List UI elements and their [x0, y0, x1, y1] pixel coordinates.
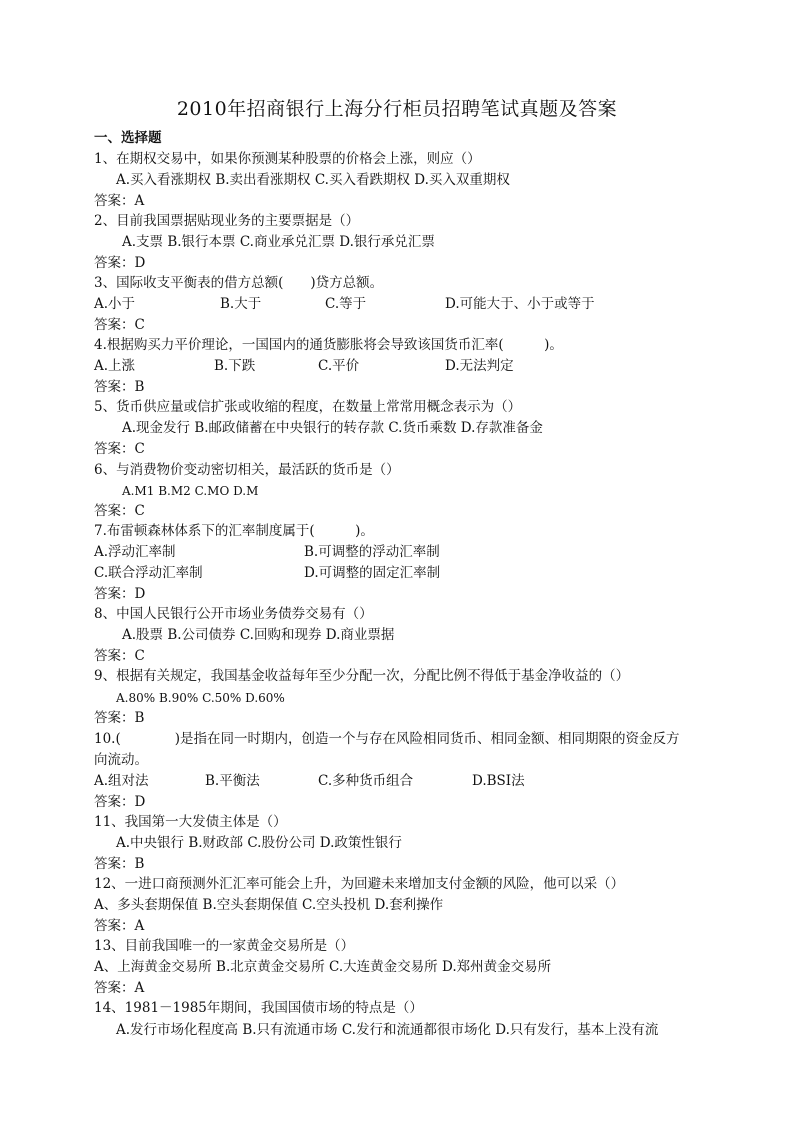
answer-13: 答案：A	[94, 980, 145, 996]
question-8: 8、中国人民银行公开市场业务债券交易有（）	[94, 606, 373, 622]
answer-10: 答案：D	[94, 794, 146, 810]
question-14: 14、1981－1985年期间，我国国债市场的特点是（）	[94, 1000, 423, 1016]
answer-6: 答案：C	[94, 503, 145, 519]
question-13: 13、目前我国唯一的一家黄金交易所是（）	[94, 938, 355, 954]
answer-4: 答案：B	[94, 379, 145, 395]
question-10-option-a: A.组对法	[94, 773, 149, 789]
answer-8: 答案：C	[94, 648, 145, 664]
question-3-option-b: B.大于	[220, 296, 262, 312]
question-6: 6、与消费物价变动密切相关，最活跃的货币是（）	[94, 462, 400, 478]
question-10: 10.( )是指在同一时期内，创造一个与存在风险相同货币、相同金额、相同期限的资金反方	[94, 731, 680, 747]
answer-5: 答案：C	[94, 441, 145, 457]
answer-2: 答案：D	[94, 255, 146, 271]
question-4-option-c: C.平价	[318, 358, 360, 374]
question-3-option-d: D.可能大于、小于或等于	[445, 296, 595, 312]
question-9-options: A.80% B.90% C.50% D.60%	[116, 691, 285, 705]
question-7-option-c: C.联合浮动汇率制	[94, 565, 203, 581]
question-7: 7.布雷顿森林体系下的汇率制度属于( )。	[94, 523, 374, 539]
question-12: 12、一进口商预测外汇汇率可能会上升，为回避未来增加支付金额的风险，他可以采（）	[94, 876, 625, 892]
question-4-option-b: B.下跌	[214, 358, 256, 374]
section-heading: 一、选择题	[94, 130, 162, 146]
question-13-options: A、上海黄金交易所 B.北京黄金交易所 C.大连黄金交易所 D.郑州黄金交易所	[94, 959, 552, 975]
question-2: 2、目前我国票据贴现业务的主要票据是（）	[94, 213, 360, 229]
question-3-option-a: A.小于	[94, 296, 136, 312]
question-11-options: A.中央银行 B.财政部 C.股份公司 D.政策性银行	[116, 835, 402, 851]
question-7-option-d: D.可调整的固定汇率制	[304, 565, 441, 581]
question-3-option-c: C.等于	[325, 296, 367, 312]
question-10-option-d: D.BSI法	[472, 773, 525, 789]
question-3: 3、国际收支平衡表的借方总额( )贷方总额。	[94, 275, 384, 291]
question-8-options: A.股票 B.公司债券 C.回购和现券 D.商业票据	[122, 627, 395, 643]
question-6-options: A.M1 B.M2 C.MO D.M	[122, 484, 259, 498]
question-1-options: A.买入看涨期权 B.卖出看涨期权 C.买入看跌期权 D.买入双重期权	[116, 172, 510, 188]
question-4-option-d: D.无法判定	[445, 358, 514, 374]
question-7-option-a: A.浮动汇率制	[94, 544, 176, 560]
question-7-option-b: B.可调整的浮动汇率制	[304, 544, 440, 560]
page-title: 2010年招商银行上海分行柜员招聘笔试真题及答案	[176, 98, 618, 120]
answer-7: 答案：D	[94, 586, 146, 602]
answer-1: 答案：A	[94, 193, 145, 209]
answer-9: 答案：B	[94, 710, 145, 726]
question-14-options: A.发行市场化程度高 B.只有流通市场 C.发行和流通都很市场化 D.只有发行，基本上没有流	[116, 1022, 659, 1038]
question-2-options: A.支票 B.银行本票 C.商业承兑汇票 D.银行承兑汇票	[122, 234, 435, 250]
question-10-option-b: B.平衡法	[205, 773, 260, 789]
answer-11: 答案：B	[94, 856, 145, 872]
question-4: 4.根据购买力平价理论，一国国内的通货膨胀将会导致该国货币汇率( )。	[94, 337, 563, 353]
question-5-options: A.现金发行 B.邮政储蓄在中央银行的转存款 C.货币乘数 D.存款准备金	[122, 420, 543, 436]
question-10-continued: 向流动。	[94, 752, 148, 768]
question-1: 1、在期权交易中，如果你预测某种股票的价格会上涨，则应（）	[94, 151, 481, 167]
question-5: 5、货币供应量或信扩张或收缩的程度，在数量上常常用概念表示为（）	[94, 399, 522, 415]
question-12-options: A、多头套期保值 B.空头套期保值 C.空头投机 D.套利操作	[94, 897, 444, 913]
question-9: 9、根据有关规定，我国基金收益每年至少分配一次，分配比例不得低于基金净收益的（）	[94, 668, 630, 684]
answer-3: 答案：C	[94, 317, 145, 333]
question-11: 11、我国第一大发债主体是（）	[94, 814, 287, 830]
answer-12: 答案：A	[94, 918, 145, 934]
question-10-option-c: C.多种货币组合	[318, 773, 414, 789]
question-4-option-a: A.上涨	[94, 358, 136, 374]
